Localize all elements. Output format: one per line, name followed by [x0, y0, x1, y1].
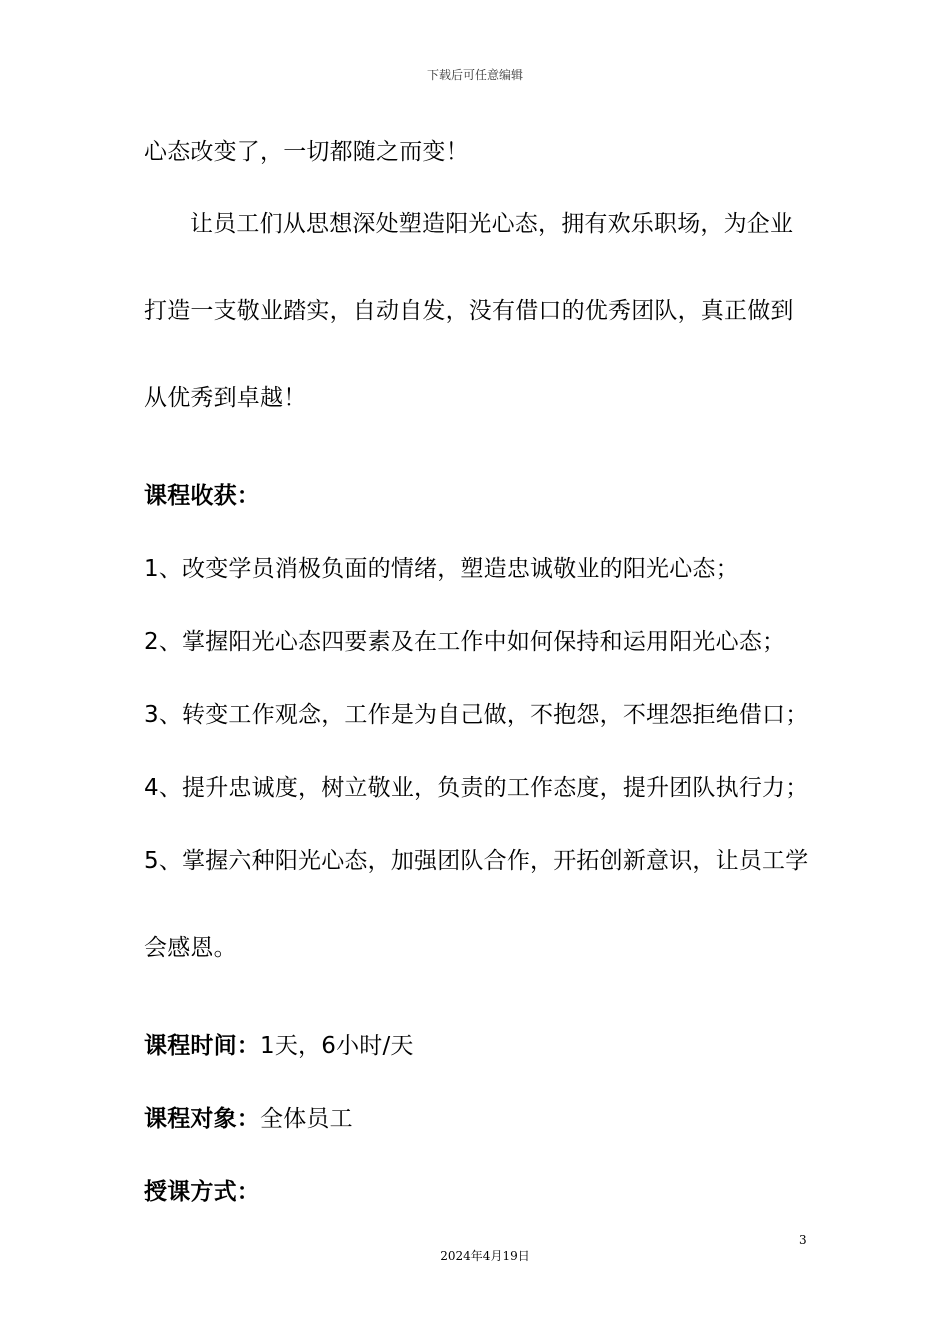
course-time-value: 1天，6小时/天 — [260, 1033, 414, 1059]
list-item: 2、掌握阳光心态四要素及在工作中如何保持和运用阳光心态； — [144, 629, 786, 655]
list-item: 1、改变学员消极负面的情绪，塑造忠诚敬业的阳光心态； — [144, 556, 739, 582]
paragraph-line: 心态改变了，一切都随之而变！ — [144, 139, 469, 165]
list-item: 4、提升忠诚度，树立敬业，负责的工作态度，提升团队执行力； — [144, 775, 809, 801]
course-time — [144, 1031, 414, 1061]
course-time-label: 课程时间： — [144, 1033, 260, 1059]
paragraph-line: 打造一支敬业踏实，自动自发，没有借口的优秀团队，真正做到 — [144, 298, 794, 324]
page-number: 3 — [799, 1233, 807, 1247]
list-item-continuation: 会感恩。 — [144, 935, 237, 961]
page-header: 下载后可任意编辑 — [426, 68, 523, 82]
course-audience-value: 全体员工 — [260, 1106, 353, 1132]
list-item: 3、转变工作观念，工作是为自己做，不抱怨，不埋怨拒绝借口； — [144, 702, 809, 728]
teaching-method-label: 授课方式： — [144, 1179, 260, 1205]
course-audience — [144, 1104, 353, 1134]
paragraph-line: 从优秀到卓越！ — [144, 385, 307, 411]
paragraph-line: 让员工们从思想深处塑造阳光心态，拥有欢乐职场，为企业 — [190, 211, 794, 237]
list-item: 5、掌握六种阳光心态，加强团队合作，开拓创新意识，让员工学 — [144, 848, 809, 874]
footer-date: 2024年4月19日 — [440, 1249, 530, 1263]
course-audience-label: 课程对象： — [144, 1106, 260, 1132]
section-heading-gains: 课程收获： — [144, 483, 260, 509]
